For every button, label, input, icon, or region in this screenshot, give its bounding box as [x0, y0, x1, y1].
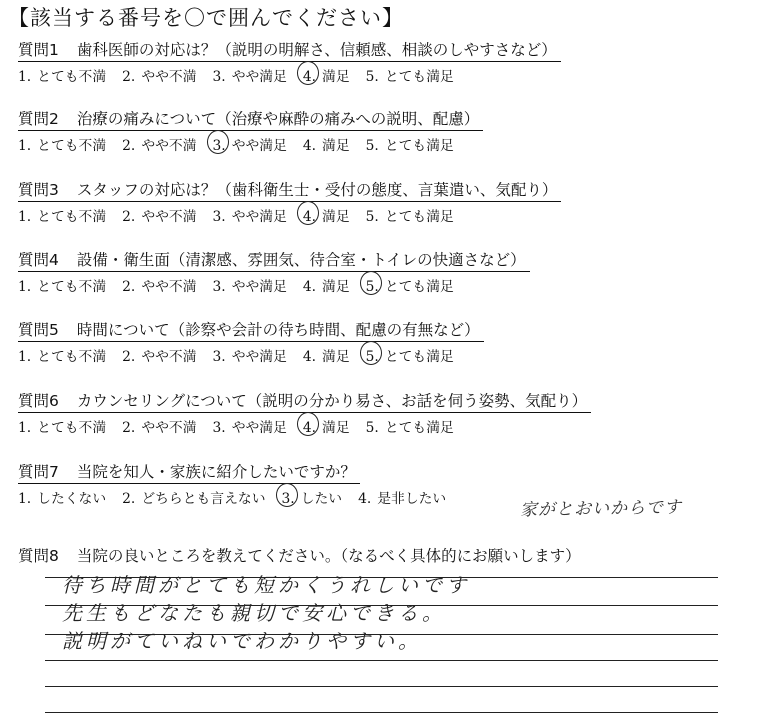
rating-option[interactable] — [122, 345, 196, 365]
selected-circle-mark — [297, 201, 319, 225]
option-number: 4. — [302, 209, 317, 225]
rating-option[interactable] — [122, 275, 196, 295]
option-number: 5. — [365, 349, 379, 365]
option-label: したい — [300, 491, 343, 507]
answer-line — [45, 660, 718, 661]
rating-option[interactable] — [366, 345, 454, 365]
selected-circle-mark — [297, 412, 319, 436]
rating-option[interactable] — [366, 416, 454, 436]
question-heading — [18, 544, 585, 567]
question-1 — [18, 38, 738, 85]
option-number: 1. — [18, 491, 32, 507]
rating-option[interactable] — [282, 487, 343, 507]
option-number: 4. — [302, 69, 317, 85]
option-number: 5. — [365, 420, 379, 436]
option-label: やや満足 — [231, 209, 287, 225]
option-label: やや不満 — [141, 209, 197, 225]
rating-options — [18, 134, 738, 154]
option-number: 3. — [281, 491, 295, 507]
option-number: 1. — [18, 209, 32, 225]
option-number: 2. — [122, 138, 136, 154]
rating-option[interactable] — [303, 65, 350, 85]
option-label: やや満足 — [231, 349, 287, 365]
option-number: 2. — [122, 69, 136, 85]
rating-option[interactable] — [18, 65, 106, 85]
rating-option[interactable] — [366, 275, 454, 295]
question-text: 歯科医師の対応は？（説明の明解さ、信頼感、相談のしやすさなど） — [76, 41, 557, 59]
question-text: 当院の良いところを教えてください。（なるべく具体的にお願いします） — [76, 547, 581, 565]
rating-option[interactable] — [18, 416, 106, 436]
rating-option[interactable] — [18, 134, 106, 154]
option-label: やや満足 — [231, 138, 287, 154]
option-label: 満足 — [322, 349, 350, 365]
question-text: 治療の痛みについて（治療や麻酔の痛みへの説明、配慮） — [76, 110, 480, 128]
form-title: 【該当する番号を〇で囲んでください】 — [8, 6, 404, 30]
rating-option[interactable] — [366, 134, 454, 154]
rating-option[interactable] — [122, 487, 265, 507]
rating-option[interactable] — [122, 416, 196, 436]
rating-option[interactable] — [213, 275, 287, 295]
option-number: 3. — [212, 420, 226, 436]
rating-option[interactable] — [122, 205, 196, 225]
option-number: 4. — [302, 349, 317, 365]
option-number: 2. — [122, 279, 136, 295]
question-label: 質問3 — [18, 181, 59, 199]
option-label: やや不満 — [141, 69, 197, 85]
option-label: とても満足 — [384, 69, 454, 85]
option-label: やや不満 — [141, 279, 197, 295]
rating-options — [18, 65, 738, 85]
option-number: 3. — [212, 349, 226, 365]
rating-option[interactable] — [213, 416, 287, 436]
question-text: 当院を知人・家族に紹介したいですか？ — [76, 463, 356, 481]
option-label: やや不満 — [141, 349, 197, 365]
question-text: カウンセリングについて（説明の分かり易さ、お話を伺う姿勢、気配り） — [76, 392, 588, 410]
rating-option[interactable] — [18, 275, 106, 295]
handwritten-answer-line: 待ち時間がとても短かくうれしいです — [62, 573, 470, 597]
handwritten-answer-line: 先生もどなたも親切で安心できる。 — [62, 601, 446, 625]
option-number: 5. — [365, 69, 379, 85]
q7-handwritten-note: 家がとおいからです — [519, 497, 683, 521]
option-number: 1. — [18, 349, 32, 365]
option-number: 2. — [122, 420, 136, 436]
selected-circle-mark — [360, 341, 382, 365]
answer-line — [45, 686, 718, 687]
option-number: 3. — [212, 138, 226, 154]
question-6 — [18, 389, 738, 436]
question-label: 質問6 — [18, 392, 59, 410]
option-label: とても満足 — [384, 349, 454, 365]
option-number: 1. — [18, 69, 32, 85]
option-label: とても満足 — [384, 279, 454, 295]
option-label: とても不満 — [37, 138, 107, 154]
option-number: 4. — [358, 491, 372, 507]
question-heading — [18, 178, 561, 202]
option-number: 3. — [212, 209, 226, 225]
question-8 — [18, 544, 738, 567]
option-number: 2. — [122, 491, 136, 507]
question-text: 時間について（診察や会計の待ち時間、配慮の有無など） — [76, 321, 480, 339]
rating-option[interactable] — [18, 345, 106, 365]
question-label: 質問4 — [18, 251, 59, 269]
option-label: とても満足 — [384, 209, 454, 225]
option-label: とても不満 — [37, 69, 107, 85]
question-heading — [18, 389, 591, 413]
option-number: 5. — [365, 279, 379, 295]
answer-line — [45, 712, 718, 713]
question-heading — [18, 107, 483, 131]
question-heading — [18, 460, 360, 484]
option-number: 5. — [365, 138, 379, 154]
option-label: やや不満 — [141, 138, 197, 154]
option-label: 是非したい — [377, 491, 447, 507]
rating-option[interactable] — [213, 134, 287, 154]
option-number: 5. — [365, 209, 379, 225]
rating-option[interactable] — [18, 205, 106, 225]
option-number: 4. — [302, 420, 317, 436]
option-number: 4. — [302, 138, 317, 154]
rating-option[interactable] — [366, 205, 454, 225]
handwritten-answer-line: 説明がていねいでわかりやすい。 — [62, 629, 422, 653]
rating-option[interactable] — [303, 345, 350, 365]
question-text: スタッフの対応は？（歯科衛生士・受付の態度、言葉遣い、気配り） — [76, 181, 558, 199]
question-heading — [18, 318, 484, 342]
option-number: 3. — [212, 279, 226, 295]
selected-circle-mark — [297, 61, 319, 85]
question-label: 質問7 — [18, 463, 59, 481]
option-label: とても満足 — [384, 138, 454, 154]
rating-options — [18, 275, 738, 295]
option-label: どちらとも言えない — [141, 491, 266, 507]
option-label: 満足 — [322, 420, 350, 436]
question-label: 質問1 — [18, 41, 59, 59]
question-heading — [18, 38, 561, 62]
option-number: 2. — [122, 349, 136, 365]
option-label: とても不満 — [37, 209, 107, 225]
rating-option[interactable] — [213, 205, 287, 225]
option-label: 満足 — [322, 209, 350, 225]
question-3 — [18, 178, 738, 225]
rating-option[interactable] — [366, 65, 454, 85]
question-label: 質問8 — [18, 547, 59, 565]
option-label: とても不満 — [37, 279, 107, 295]
option-label: とても不満 — [37, 420, 107, 436]
option-number: 1. — [18, 279, 32, 295]
rating-option[interactable] — [303, 205, 350, 225]
option-label: やや満足 — [231, 420, 287, 436]
question-heading — [18, 248, 530, 272]
option-number: 2. — [122, 209, 136, 225]
option-label: 満足 — [322, 279, 350, 295]
rating-option[interactable] — [303, 275, 350, 295]
rating-option[interactable] — [213, 65, 287, 85]
rating-option[interactable] — [303, 416, 350, 436]
rating-option[interactable] — [122, 65, 196, 85]
rating-options — [18, 345, 738, 365]
option-number: 1. — [18, 420, 32, 436]
option-label: したくない — [37, 491, 107, 507]
option-number: 1. — [18, 138, 32, 154]
option-label: やや不満 — [141, 420, 197, 436]
rating-option[interactable] — [18, 487, 106, 507]
option-label: 満足 — [322, 69, 350, 85]
selected-circle-mark — [207, 130, 229, 154]
question-text: 設備・衛生面（清潔感、雰囲気、待合室・トイレの快適さなど） — [76, 251, 526, 269]
option-number: 4. — [302, 279, 317, 295]
option-label: やや満足 — [231, 279, 287, 295]
question-5 — [18, 318, 738, 365]
rating-options — [18, 416, 738, 436]
question-2 — [18, 107, 738, 154]
rating-option[interactable] — [303, 134, 350, 154]
option-label: とても不満 — [37, 349, 107, 365]
rating-option[interactable] — [358, 487, 446, 507]
rating-options — [18, 205, 738, 225]
question-4 — [18, 248, 738, 295]
option-label: 満足 — [322, 138, 350, 154]
selected-circle-mark — [360, 271, 382, 295]
question-label: 質問2 — [18, 110, 59, 128]
question-label: 質問5 — [18, 321, 59, 339]
rating-option[interactable] — [213, 345, 287, 365]
option-number: 3. — [212, 69, 226, 85]
selected-circle-mark — [276, 483, 298, 507]
option-label: やや満足 — [231, 69, 287, 85]
option-label: とても満足 — [384, 420, 454, 436]
rating-option[interactable] — [122, 134, 196, 154]
